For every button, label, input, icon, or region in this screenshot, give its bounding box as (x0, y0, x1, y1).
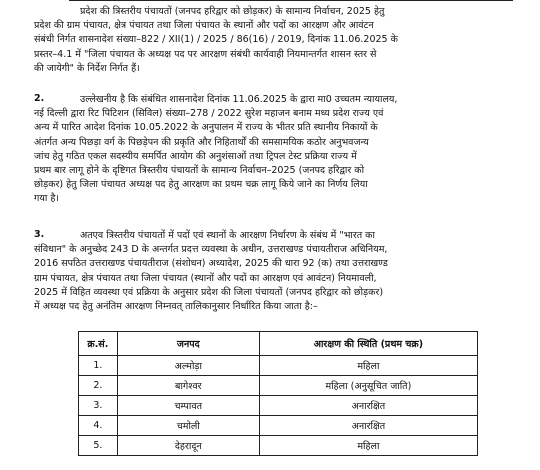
paragraph-line: प्रस्तर–4.1 में "जिला पंचायत के अध्यक्ष पद पर आरक्षण संबंधी कार्यवाही नियमान्तर्गत शासन स्तर से (34, 48, 377, 60)
cell-district: अल्मोड़ा (117, 356, 259, 376)
paragraph-line: अतएव त्रिस्तरीय पंचायतों में पदों एवं स्थानों के आरक्षण निर्धारण के संबंध में "भारत का (80, 230, 375, 241)
paragraph-line: 2025 में विहित व्यवस्था एवं प्रक्रिया के अनुसार प्रदेश की जिला पंचायतों (जनपद हरिद्वार को छोड़कर) (34, 286, 384, 298)
reservation-table (78, 331, 478, 456)
cell-status: अनारक्षित (259, 416, 477, 436)
paragraph-line: गया है। (34, 193, 59, 205)
table-row (79, 396, 478, 416)
paragraph-2 (34, 93, 526, 207)
cell-serial: 5. (79, 436, 118, 456)
cell-serial: 1. (79, 356, 118, 376)
paragraph-line: उल्लेखनीय है कि संबंधित शासनादेश दिनांक 11.06.2025 के द्वारा मा0 उच्चतम न्यायालय, (80, 94, 398, 105)
paragraph-2-number: 2. (34, 93, 45, 104)
paragraph-line: अन्य में पारित आदेश दिनांक 10.05.2022 के अनुपालन में राज्य के भीतर प्रति स्थानीय निकायों के (34, 122, 378, 134)
paragraph-line: प्रथम बार लागू होने के दृष्टिगत त्रिस्तरीय पंचायतों के सामान्य निर्वाचन–2025 (जनपद हरिद्वार को (34, 165, 365, 177)
cell-status: महिला (259, 436, 477, 456)
paragraph-1 (34, 5, 526, 76)
cell-serial: 4. (79, 416, 118, 436)
cell-district: देहरादून (117, 436, 259, 456)
header-reservation-status: आरक्षण की स्थिति (प्रथम चक्र) (259, 332, 477, 356)
cell-serial: 2. (79, 376, 118, 396)
paragraph-3 (34, 229, 526, 314)
paragraph-line: संविधान" के अनुच्छेद 243 D के अन्तर्गत प्रदत्त व्यवस्था के अधीन, उत्तराखण्ड पंचायतीराज अधिनियम, (34, 244, 388, 256)
cell-district: चमोली (117, 416, 259, 436)
header-district: जनपद (117, 332, 259, 356)
cell-district: चम्पावत (117, 396, 259, 416)
paragraph-line: ग्राम पंचायत, क्षेत्र पंचायत तथा जिला पंचायत (स्थानों और पदों का आरक्षण एवं आवंटन) नियमावली, (34, 272, 377, 284)
header-serial: क्र.सं. (79, 332, 118, 356)
paragraph-line: अंतर्गत अन्य पिछड़ा वर्ग के पिछड़ेपन की प्रकृति और निहितार्थों की समसामयिक कठोर अनुभवजन्य (34, 136, 369, 148)
paragraph-line: की जायेगी" के निर्देश निर्गत हैं। (34, 62, 140, 74)
paragraph-line: प्रदेश की ग्राम पंचायत, क्षेत्र पंचायत तथा जिला पंचायत के स्थानों और पदों का आरक्षण और आवंटन (34, 20, 374, 32)
table-header-row (79, 332, 478, 356)
cell-district: बागेश्वर (117, 376, 259, 396)
paragraph-line: संबंधी निर्गत शासनादेश संख्या–822 / XII(1) / 2025 / 86(16) / 2019, दिनांक 11.06.2025 के (34, 34, 398, 46)
table-row (79, 416, 478, 436)
paragraph-line: प्रदेश की त्रिस्तरीय पंचायतों (जनपद हरिद्वार को छोड़कर) के सामान्य निर्वाचन, 2025 हेतु (80, 6, 385, 17)
table-row (79, 356, 478, 376)
cell-status: महिला (259, 356, 477, 376)
paragraph-3-number: 3. (34, 229, 45, 240)
paragraph-line: छोड़कर) हेतु जिला पंचायत अध्यक्ष पद हेतु आरक्षण का प्रथम चक्र लागू किये जाने का निर्णय लिया (34, 179, 368, 191)
paragraph-line: में अध्यक्ष पद हेतु अनंतिम आरक्षण निम्नवत् तालिकानुसार निर्धारित किया जाता है:– (34, 301, 318, 313)
table-row (79, 376, 478, 396)
cell-status: महिला (अनुसूचित जाति) (259, 376, 477, 396)
top-rule (69, 0, 513, 1)
cell-serial: 3. (79, 396, 118, 416)
cell-status: अनारक्षित (259, 396, 477, 416)
paragraph-line: 2016 सपठित उत्तराखण्ड पंचायतीराज (संशोधन) अध्यादेश, 2025 की धारा 92 (क) तथा उत्तराखण्ड (34, 258, 388, 270)
table-row (79, 436, 478, 456)
paragraph-line: नई दिल्ली द्वारा रिट पिटिशन (सिविल) संख्या–278 / 2022 सुरेश महाजन बनाम मध्य प्रदेश राज्य एवं (34, 108, 384, 120)
paragraph-line: जांच हेतु गठित एकल सदस्यीय समर्पित आयोग की अनुशंसाओं तथा ट्रिपल टेस्ट प्रक्रिया राज्य में (34, 150, 357, 162)
